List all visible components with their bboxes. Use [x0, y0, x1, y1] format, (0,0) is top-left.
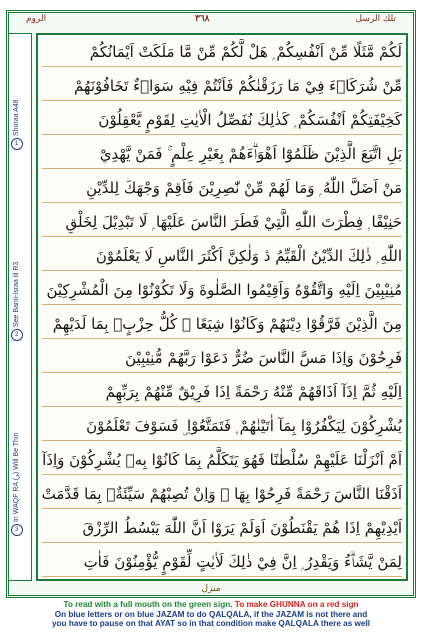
margin-note-1 — [11, 40, 29, 210]
instruction-line-3: you have to pause on that AYAT so in that condition make QALQALA there as well — [52, 619, 370, 629]
note-badge: 2 — [11, 329, 23, 341]
text-line: بَلِ اتَّبَعَ الَّذِيْنَ ظَلَمُوْٓا اَهْوَاۗءَهُمْ بِغَيْرِ عِلْمٍ ۚ فَمَنْ يَّهْدِيْ — [42, 141, 402, 169]
text-line: حَنِيْفًا ۭ فِطْرَتَ اللّٰهِ الَّتِيْ فَطَرَ النَّاسَ عَلَيْهَا ۭ لَا تَبْدِيْلَ لِخَلْقِ — [42, 209, 402, 237]
text-line: كَخِيْفَتِكُمْ اَنْفُسَكُمْ ۭ كَذٰلِكَ نُفَصِّلُ الْاٰيٰتِ لِقَوْمٍ يَّعْقِلُوْنَ — [42, 107, 402, 135]
manzil-mark: منزل — [201, 584, 221, 594]
text-panel — [36, 33, 408, 581]
text-line: اَيْدِيْهِمْ اِذَا هُمْ يَقْنَطُوْنَ اَوَلَمْ يَرَوْا اَنَّ اللّٰهَ يَبْسُطُ الرِّزْقَ — [42, 515, 402, 543]
margin-note-3 — [11, 394, 29, 574]
instruction-line-1 — [0, 600, 422, 610]
text-line: اَذَقْنَا النَّاسَ رَحْمَةً فَرِحُوْا بِهَا ۭ وَاِنْ تُصِبْهُمْ سَيِّئَةٌۢ بِمَا قَدَّمَتْ — [42, 481, 402, 509]
note-badge: 3 — [11, 524, 23, 536]
text-line: مِنَ الَّذِيْنَ فَرَّقُوْا دِيْنَهُمْ وَكَانُوْا شِيَعًا ۭ كُلُّ حِزْبٍۢ بِمَا لَدَيْهِمْ — [42, 311, 402, 339]
text-line: مِّنْ شُرَكَاۗءَ فِيْ مَا رَزَقْنٰكُمْ فَاَنْتُمْ فِيْهِ سَوَاۗءٌ تَخَافُوْنَهُمْ — [42, 73, 402, 101]
text-line: اللّٰهِ ۭ ذٰلِكَ الدِّيْنُ الْقَيِّمُ ڎ وَلٰكِنَّ اَكْثَرَ النَّاسِ لَا يَعْلَمُوْنَ — [42, 243, 402, 271]
surah-label: الروم — [26, 14, 47, 24]
text-line: لَكُمْ مَّثَلًا مِّنْ اَنْفُسِكُمْ ۭ هَلْ لَّكُمْ مِّنْ مَّا مَلَكَتْ اَيْمَانُكُمْ — [42, 39, 402, 67]
margin-note-text: Shuraa A48 — [13, 99, 20, 137]
text-line: اِلَيْهِ ثُمَّ اِذَآ اَذَاقَهُمْ مِّنْهُ رَحْمَةً اِذَا فَرِيْقٌ مِّنْهُمْ بِرَبِّهِمْ — [42, 379, 402, 407]
text-line: مَنْ اَضَلَّ اللّٰهُ ۭ وَمَا لَهُمْ مِّنْ نّٰصِرِيْنَ فَاَقِمْ وَجْهَكَ لِلدِّيْنِ — [42, 175, 402, 203]
margin-note-text: See Banii-Israa iil R3 — [13, 261, 20, 327]
page-header — [20, 14, 402, 32]
text-line: مُنِيْبِيْنَ اِلَيْهِ وَاتَّقُوْهُ وَاَقِيْمُوا الصَّلٰوةَ وَلَا تَكُوْنُوْا مِنَ الْمُشْرِكِيْنَ — [42, 277, 402, 305]
note-badge: 1 — [11, 138, 23, 150]
text-line: لِمَنْ يَّشَاۗءُ وَيَقْدِرُ ۭ اِنَّ فِيْ ذٰلِكَ لَاٰيٰتٍ لِّقَوْمٍ يُّؤْمِنُوْنَ فَاٰتِ — [42, 549, 402, 577]
text-line: فَرِحُوْنَ وَاِذَا مَسَّ النَّاسَ ضُرٌّ دَعَوْا رَبَّهُمْ مُّنِيْبِيْنَ — [42, 345, 402, 373]
page-number: ٣٦٨ — [195, 14, 210, 24]
margin-notes — [8, 33, 32, 581]
red-sign-instruction: To make GHUNNA on a red sign — [234, 600, 359, 609]
green-sign-instruction: To read with a full mouth on the green sign. — [63, 600, 233, 609]
tajweed-instructions — [0, 600, 422, 640]
margin-note-text: In WAQF RA (ﺮ) Will Be Thin — [13, 432, 20, 522]
text-line: يُشْرِكُوْنَ لِيَكْفُرُوْا بِمَآ اٰتَيْنٰهُمْ ۭ فَتَمَتَّعُوْا ۣ فَسَوْفَ تَعْلَمُوْنَ — [42, 413, 402, 441]
instruction-line-2: On blue letters or on blue JAZAM to do QALQALA, if the JAZAM is not there and — [54, 609, 368, 619]
margin-note-2 — [11, 216, 29, 386]
juz-label: تلك الرسل — [355, 14, 396, 24]
text-line: اَمْ اَنْزَلْنَا عَلَيْهِمْ سُلْطٰنًا فَهُوَ يَتَكَلَّمُ بِمَا كَانُوْا بِهٖ يُشْرِكُوْنَ وَاِذَآ — [42, 447, 402, 475]
